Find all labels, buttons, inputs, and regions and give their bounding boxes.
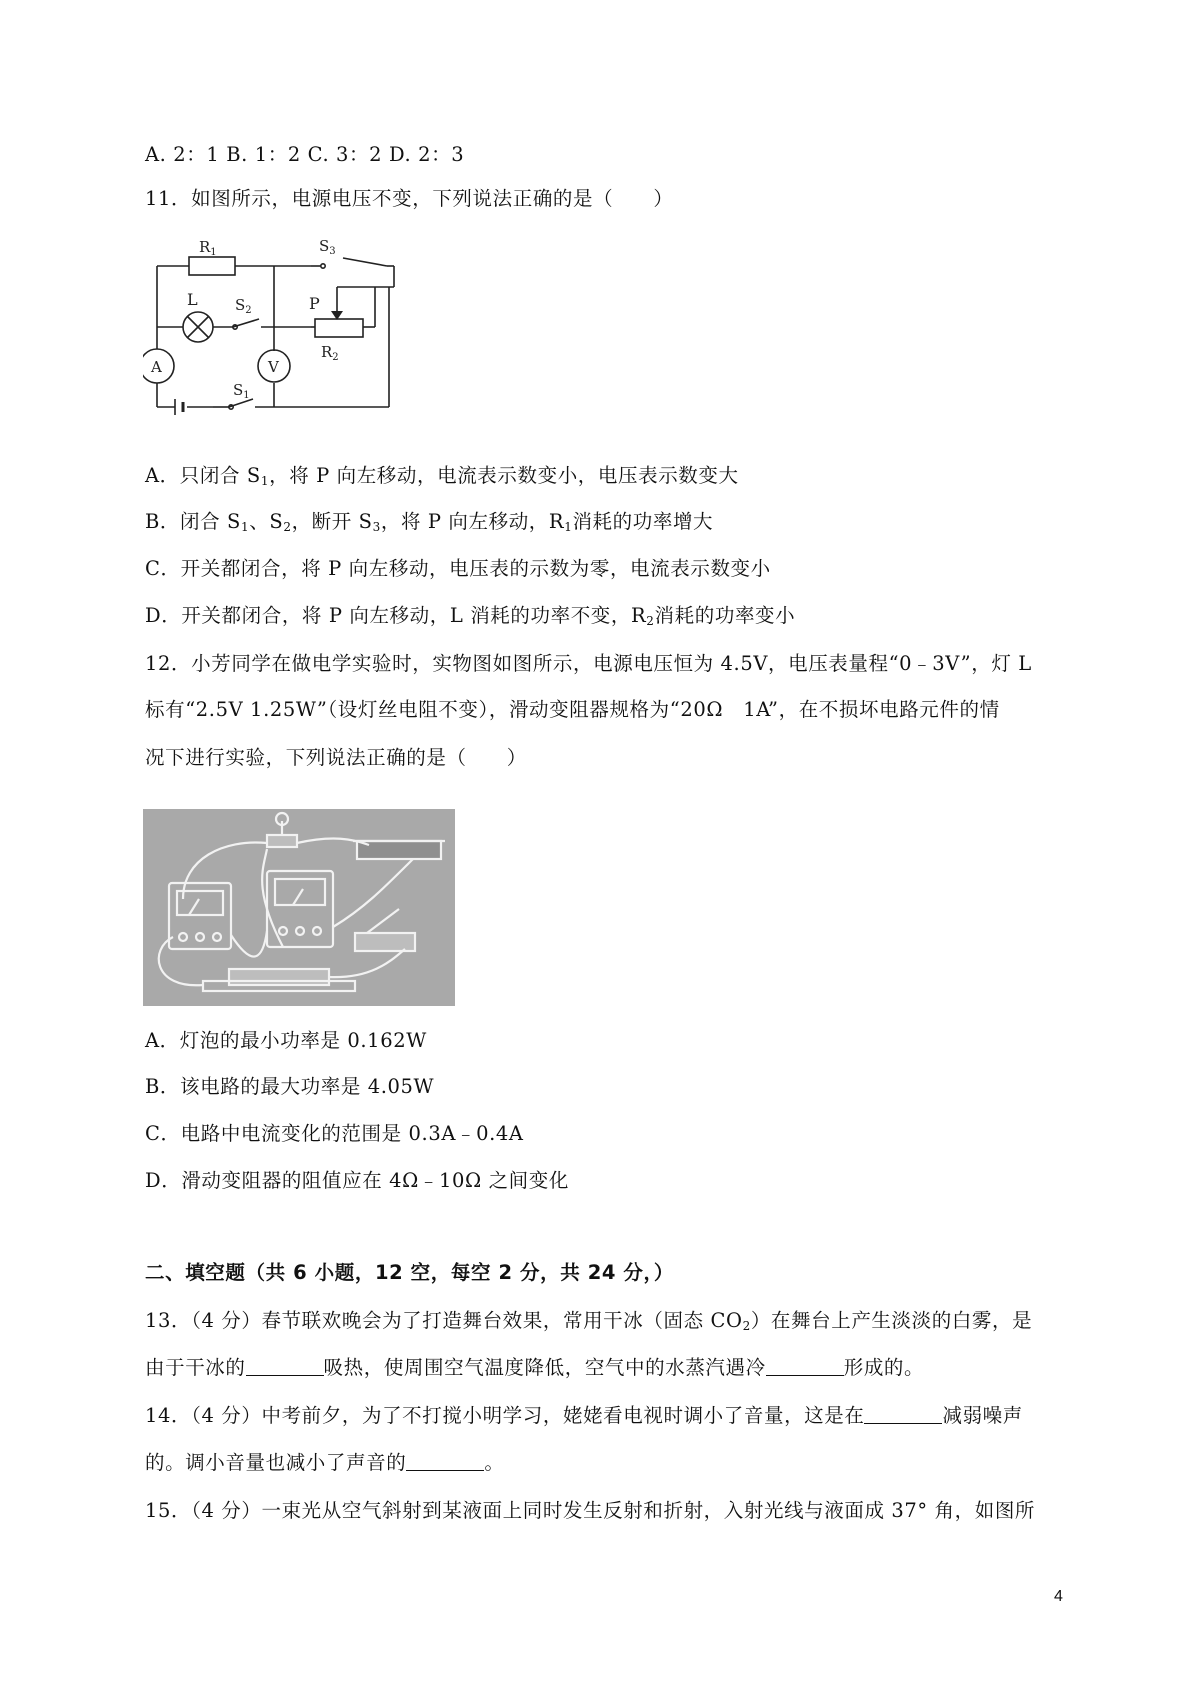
q13-blank-2: [766, 1357, 844, 1376]
q14-line2: 的。调小音量也减小了声音的 。: [145, 1451, 505, 1474]
s1-sub: 1: [243, 390, 250, 401]
q11-option-c: C．开关都闭合，将 P 向左移动，电压表的示数为零，电流表示数变小: [145, 557, 771, 580]
s3-sub: 3: [329, 246, 336, 257]
r1-label: R: [199, 238, 211, 256]
section-heading-fill-in: 二、填空题（共 6 小题，12 空，每空 2 分，共 24 分，）: [145, 1261, 674, 1284]
q10-options: A. 2：1 B. 1：2 C. 3：2 D. 2：3: [145, 143, 465, 166]
q11-circuit-diagram: [143, 237, 399, 423]
q12-option-d: D．滑动变阻器的阻值应在 4Ω﹣10Ω 之间变化: [145, 1169, 569, 1192]
q13-line2: 由于干冰的 吸热，使周围空气温度降低，空气中的水蒸汽遇冷 形成的。: [145, 1356, 925, 1379]
r2-label: R: [321, 343, 333, 361]
s2-sub: 2: [245, 305, 252, 316]
p-label: P: [309, 294, 320, 313]
q14-line1: 14．（4 分）中考前夕，为了不打搅小明学习，姥姥看电视时调小了音量，这是在 减弱噪声: [145, 1404, 1023, 1427]
r1-sub: 1: [210, 247, 217, 258]
q12-option-a: A．灯泡的最小功率是 0.162W: [145, 1029, 427, 1052]
q11-stem: 11．如图所示，电源电压不变，下列说法正确的是（ ）: [145, 187, 674, 210]
svg-text:S2: [235, 296, 252, 316]
voltmeter-label: V: [268, 358, 279, 376]
q13-blank-1: [246, 1357, 324, 1376]
q12-stem-line2: 标有“2.5V 1.25W”（设灯丝电阻不变），滑动变阻器规格为“20Ω 1A”，在不损坏电路元件的情: [145, 698, 1000, 721]
q12-circuit-photo: [143, 809, 455, 1006]
svg-text:S1: [233, 381, 250, 401]
q14-blank-2: [406, 1452, 484, 1471]
ammeter-label: A: [151, 358, 162, 376]
page-number: 4: [1054, 1588, 1063, 1605]
lamp-label: L: [187, 290, 198, 309]
s3-label: S: [319, 237, 330, 255]
svg-text:R2: [321, 343, 339, 363]
q11-option-a: A．只闭合 $S_1$，将 P 向左移动，电流表示数变小，电压表示数变大: [145, 464, 739, 488]
q12-option-c: C．电路中电流变化的范围是 0.3A﹣0.4A: [145, 1122, 524, 1145]
q11-option-d: D．开关都闭合，将 P 向左移动，L 消耗的功率不变，$R_2$消耗的功率变小: [145, 604, 796, 628]
q12-stem-line1: 12．小芳同学在做电学实验时，实物图如图所示，电源电压恒为 4.5V，电压表量程“0﹣3V”，灯 L: [145, 652, 1032, 675]
svg-text:S3: [319, 237, 336, 257]
q13-line1: 13．（4 分）春节联欢晚会为了打造舞台效果，常用干冰（固态 $CO_2$）在舞台上产生淡淡的白雾，是: [145, 1309, 1033, 1333]
s2-label: S: [235, 296, 246, 314]
r2-sub: 2: [332, 352, 339, 363]
svg-text:R1: [199, 238, 217, 258]
q14-blank-1: [864, 1405, 942, 1424]
q11-option-b: B．闭合 $S_1$、$S_2$，断开 $S_3$，将 P 向左移动，$R_1$消耗的功率增大: [145, 510, 714, 534]
q12-stem-line3: 况下进行实验，下列说法正确的是（ ）: [145, 746, 527, 769]
s1-label: S: [233, 381, 244, 399]
q12-option-b: B．该电路的最大功率是 4.05W: [145, 1075, 435, 1098]
q15-line1: 15．（4 分）一束光从空气斜射到某液面上同时发生反射和折射，入射光线与液面成 37° 角，如图所: [145, 1499, 1036, 1522]
